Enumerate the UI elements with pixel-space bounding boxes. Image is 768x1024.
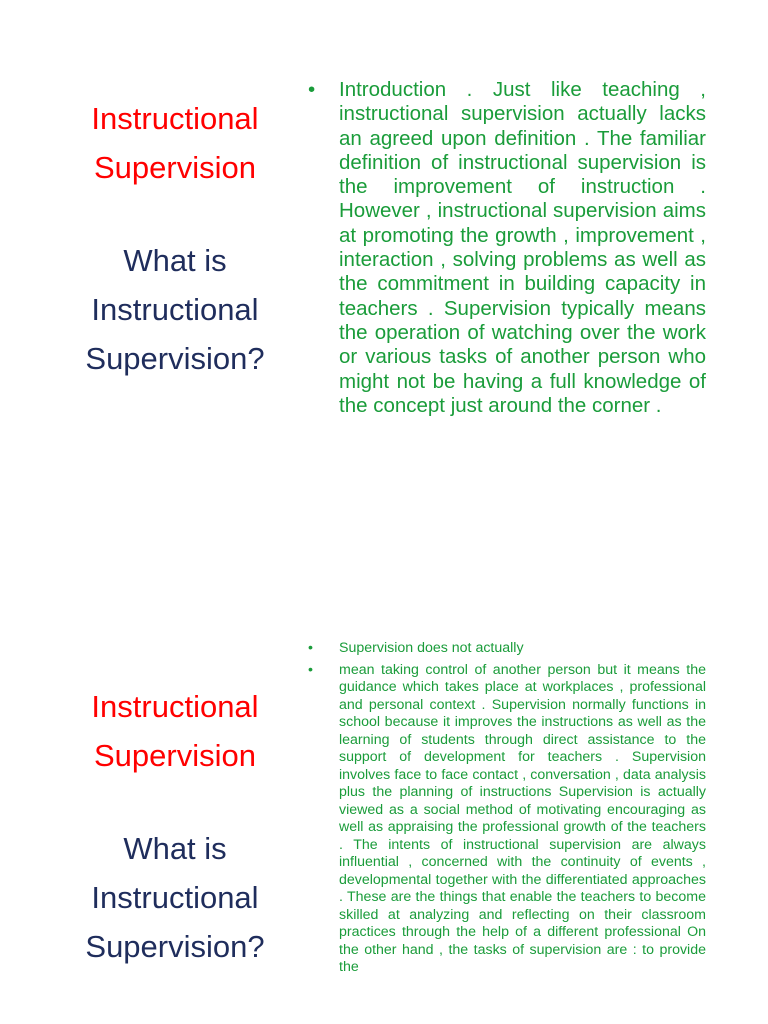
slide-2 xyxy=(0,588,768,1024)
slide-subtitle-line-3: Supervision? xyxy=(85,929,265,964)
slide-subtitle-line-2: Instructional xyxy=(91,880,259,915)
bullet-dot-icon: • xyxy=(308,78,316,101)
slide-title-line-2: Supervision xyxy=(94,150,256,185)
bullet-item xyxy=(308,640,706,658)
bullet-dot-icon: • xyxy=(308,640,313,656)
bullet-text: Supervision does not actually xyxy=(339,640,524,656)
bullet-dot-icon: • xyxy=(308,661,313,678)
slide-subtitle-line-1: What is xyxy=(123,243,227,278)
slide-title-line-1: Instructional xyxy=(91,101,259,136)
slide-title-line-1: Instructional xyxy=(91,689,259,724)
slide-subtitle-line-1: What is xyxy=(123,831,227,866)
bullet-text: mean taking control of another person but it means the guidance which takes place at workplaces , professional and personal context . Supervision normally functions in school because it improves the instructions as well as the learning of students through direct assistance to the support of development for teachers . Supervision involves face to face contact , conversation , data analysis plus the planning of instructions Supervision is actually viewed as a social method of motivating encouraging as well as appraising the professional growth of the teachers . The intents of instructional supervision are always influential , concerned with the continuity of events , developmental together with the differentiated approaches . These are the things that enable the teachers to become skilled at analyzing and reflecting on their classroom practices through the help of a different professional On the other hand , the tasks of supervision are : to provide the xyxy=(339,661,706,975)
slide-subtitle-line-2: Instructional xyxy=(91,292,259,327)
slide-1-left-panel xyxy=(40,94,310,383)
slide-2-left-panel xyxy=(40,682,310,971)
bullet-item xyxy=(308,78,706,418)
slide-1-body xyxy=(308,78,706,418)
slide-2-body xyxy=(308,640,706,977)
slide-subtitle-line-3: Supervision? xyxy=(85,341,265,376)
bullet-item xyxy=(308,662,706,977)
slide-title-line-2: Supervision xyxy=(94,738,256,773)
bullet-text: Introduction . Just like teaching , instructional supervision actually lacks an agreed upon definition . The familiar definition of instructional supervision is the improvement of instruction . However , instructional supervision aims at promoting the growth , improvement , interaction , solving problems as well as the commitment in building capacity in teachers . Supervision typically means the operation of watching over the work or various tasks of another person who might not be having a full knowledge of the concept just around the corner . xyxy=(339,78,706,417)
